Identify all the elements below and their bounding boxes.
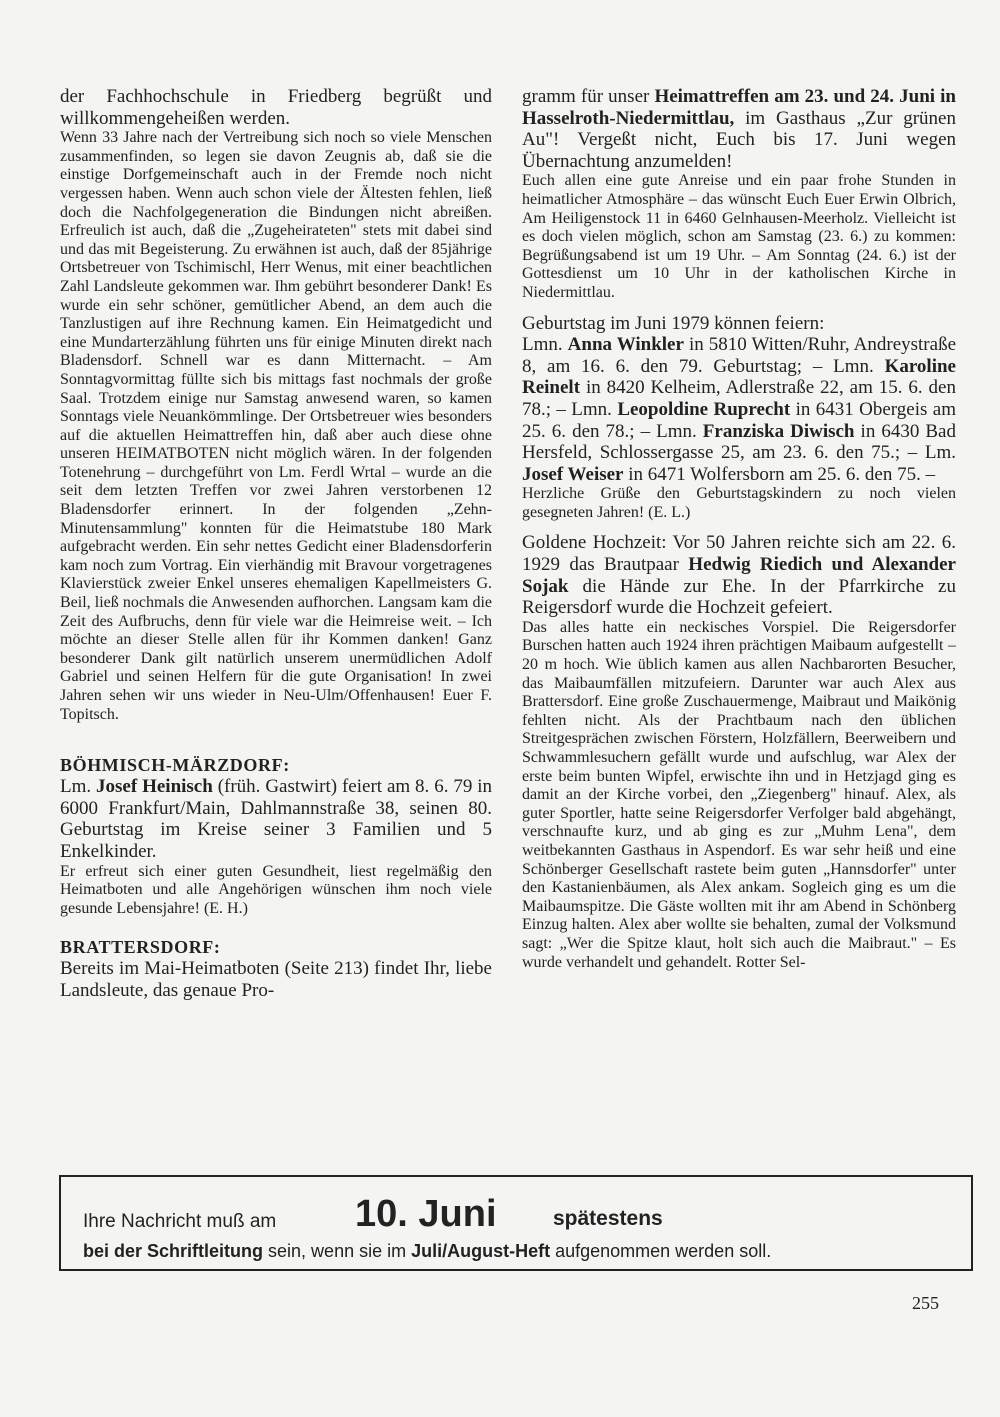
brattersdorf-paragraph: Bereits im Mai-Heimatboten (Seite 213) findet Ihr, liebe Landsleute, das genaue Pro- [60,958,492,1001]
birthday-paragraph: Lm. Josef Heinisch (früh. Gastwirt) feiert am 8. 6. 79 in 6000 Frankfurt/Main, Dahlmannstraße 38, seinen 80. Geburtstag im Kreise seiner 3 Familien und 5 Enkelkinder. [60,776,492,862]
page-number: 255 [912,1293,939,1313]
intro-paragraph: der Fachhochschule in Friedberg begrüßt und willkommengeheißen werden. [60,86,492,129]
person-name: Josef Heinisch [96,776,213,798]
birthdays-intro: Geburtstag im Juni 1979 können feiern: [522,312,825,334]
wishes-paragraph: Er erfreut sich einer guten Gesundheit, liest regelmäßig den Heimatboten und alle Angehörigen wünschen ihm noch viele gesunde Lebensjahre! (E. H.) [60,862,492,917]
section-heading-boehmisch-maerzdorf: BÖHMISCH-MÄRZDORF: [60,755,290,776]
maibaum-story: Das alles hatte ein neckisches Vorspiel. Die Reigersdorfer Burschen hatten auch 1924 ihren prächtigen Maibaum aufgestellt – 20 m hoch. Wie üblich kamen aus allen Nachbarorten Besucher, das Maibaumfällen mitzufeiern. Darunter war auch Alex aus Brattersdorf. Eine große Zuschauermenge, Maibraut und Maikönig fehlten nicht. Als der Prachtbaum nach den üblichen Streitgesprächen zwischen Förstern, Holzfällern, Beerweibern und Schwammlesuchern gefällt wurde und aufschlug, war Alex der erste beim bunten Wipfel, erwischte ihn und in Hetzjagd ging es damit an der Kirche vorbei, den „Ziegenberg" hinauf. Alex, als guter Sportler, hatte seine Reigersdorfer Verfolger bald abgehängt, verschnaufte kurz, und ab ging es zur „Muhm Lena", dem weitbekannten Gasthaus in Aspendorf. Es war sehr heiß und eine Schönberger Gesellschaft rastete beim guten „Hannsdorfer" unter den Kastanienbäumen, als Alex ankam. Sogleich ging es um die Maibaumspitze. Die Gäste wollten mit ihr am Abend in Schönberg Einzug halten. Alex aber wollte sie behalten, zumal der Volksmund sagt: „Wer die Spitze klaut, holt sich auch die Maibraut." – Es wurde verhandelt und gehandelt. Rotter Sel- [522,618,956,971]
program-paragraph: gramm für unser Heimattreffen am 23. und 24. Juni in Hasselroth-Niedermittlau, im Gasthaus „Zur grünen Au"! Vergeßt nicht, Euch bis 17. Juni wegen Übernachtung anzumelden! [522,86,956,172]
section-heading-brattersdorf: BRATTERSDORF: [60,937,221,958]
notice-date: 10. Juni [355,1193,497,1235]
right-column [522,86,956,972]
notice-prefix: Ihre Nachricht muß am [83,1211,277,1232]
birthdays-list: Lmn. Anna Winkler in 5810 Witten/Ruhr, Andreystraße 8, am 16. 6. den 79. Geburtstag; – Lmn. Karoline Reinelt in 8420 Kelheim, Adlerstraße 22, am 15. 6. den 78.; – Lmn. Leopoldine Ruprecht in 6431 Obergeis am 25. 6. den 78.; – Lmn. Franziska Diwisch in 6430 Bad Hersfeld, Schlossergasse 25, am 23. 6. den 75.; – Lm. Josef Weiser in 6471 Wolfersborn am 25. 6. den 75. – [522,334,956,485]
notice-latest: spätestens [553,1207,663,1230]
deadline-notice-box [59,1175,973,1271]
left-column [60,86,492,1002]
report-paragraph: Wenn 33 Jahre nach der Vertreibung sich noch so viele Menschen zusammenfinden, so legen sie davon Zeugnis ab, daß sie die einstige Dorfgemeinschaft auch in der Fremde noch nicht vergessen haben. Wenn auch schon viele der Ältesten fehlen, ließ doch die Nachfolgegeneration die Bindungen nicht abreißen. Erfreulich ist auch, daß die „Zugeheirateten" stets mit dabei sind und das mit Begeisterung. Zu erwähnen ist auch, daß der 85jährige Ortsbetreuer von Tschimischl, Herr Wenus, mit einer beachtlichen Zahl Landsleute gekommen war. Ihm gebührt besonderer Dank! Es wurde ein sehr schöner, gemütlicher Abend, an dem auch die Tanzlustigen auf ihre Rechnung kamen. Ein Heimatgedicht und eine Mundarterzählung führten uns für einige Minuten direkt nach Bladensdorf. Schnell war es dann Mitternacht. – Am Sonntagvormittag füllte sich bis mittags fast nochmals der große Saal. Trotzdem einige nur Samstag anwesend waren, so kamen Sonntags viele Neuankömmlinge. Der Ortsbetreuer wies besonders auf die aktuellen Heimattreffen hin, daß aber auch diese ohne unseren HEIMATBOTEN nicht möglich wären. In der folgenden Totenehrung – durchgeführt von Lm. Ferdl Wrtal – wurde an die seit dem letzten Treffen vor zwei Jahren verstorbenen 12 Bladensdorfer erinnert. In der folgenden „Zehn-Minutensammlung" konnten für die Heimatstube 180 Mark aufgebracht werden. Ein sehr nettes Gedicht einer Bladensdorferin kam noch zum Vortrag. Ein vierhändig mit Bravour vorgetragenes Klavierstück zweier Enkel unseres ehemaligen Kapellmeisters G. Beil, ließ nochmals die Anwesenden aufhorchen. Langsam kam die Zeit des Aufbruchs, denn für viele war die Heimreise weit. – Ich möchte an dieser Stelle allen für ihr Kommen danken! Ganz besonderer Dank gilt natürlich unserem unermüdlichen Adolf Gabriel und seinen Helfern für die gute Organisation! In zwei Jahren sehen wir uns wieder in Neu-Ulm/Offenhausen! Euer F. Topitsch. [60,129,492,723]
greeting-paragraph: Euch allen eine gute Anreise und ein paar frohe Stunden in heimatlicher Atmosphäre – das wünscht Euch Euer Erwin Olbrich, Am Heiligenstock 11 in 6460 Gelnhausen-Meerholz. Vielleicht ist es doch vielen möglich, schon am Samstag (23. 6.) zu kommen: Begrüßungsabend ist um 19 Uhr. – Am Sonntag (24. 6.) ist der Gottesdienst um 10 Uhr in der katholischen Kirche in Niedermittlau. [522,172,956,301]
birthday-greetings: Herzliche Grüße den Geburtstagskindern zu noch vielen gesegneten Jahren! (E. L.) [522,485,956,521]
notice-row-2: bei der Schriftleitung sein, wenn sie im Juli/August-Heft aufgenommen werden soll. [83,1241,772,1261]
golden-wedding-paragraph: Goldene Hochzeit: Vor 50 Jahren reichte sich am 22. 6. 1929 das Brautpaar Hedwig Riedich und Alexander Sojak die Hände zur Ehe. In der Pfarrkirche zu Reigersdorf wurde die Hochzeit gefeiert. [522,532,956,619]
